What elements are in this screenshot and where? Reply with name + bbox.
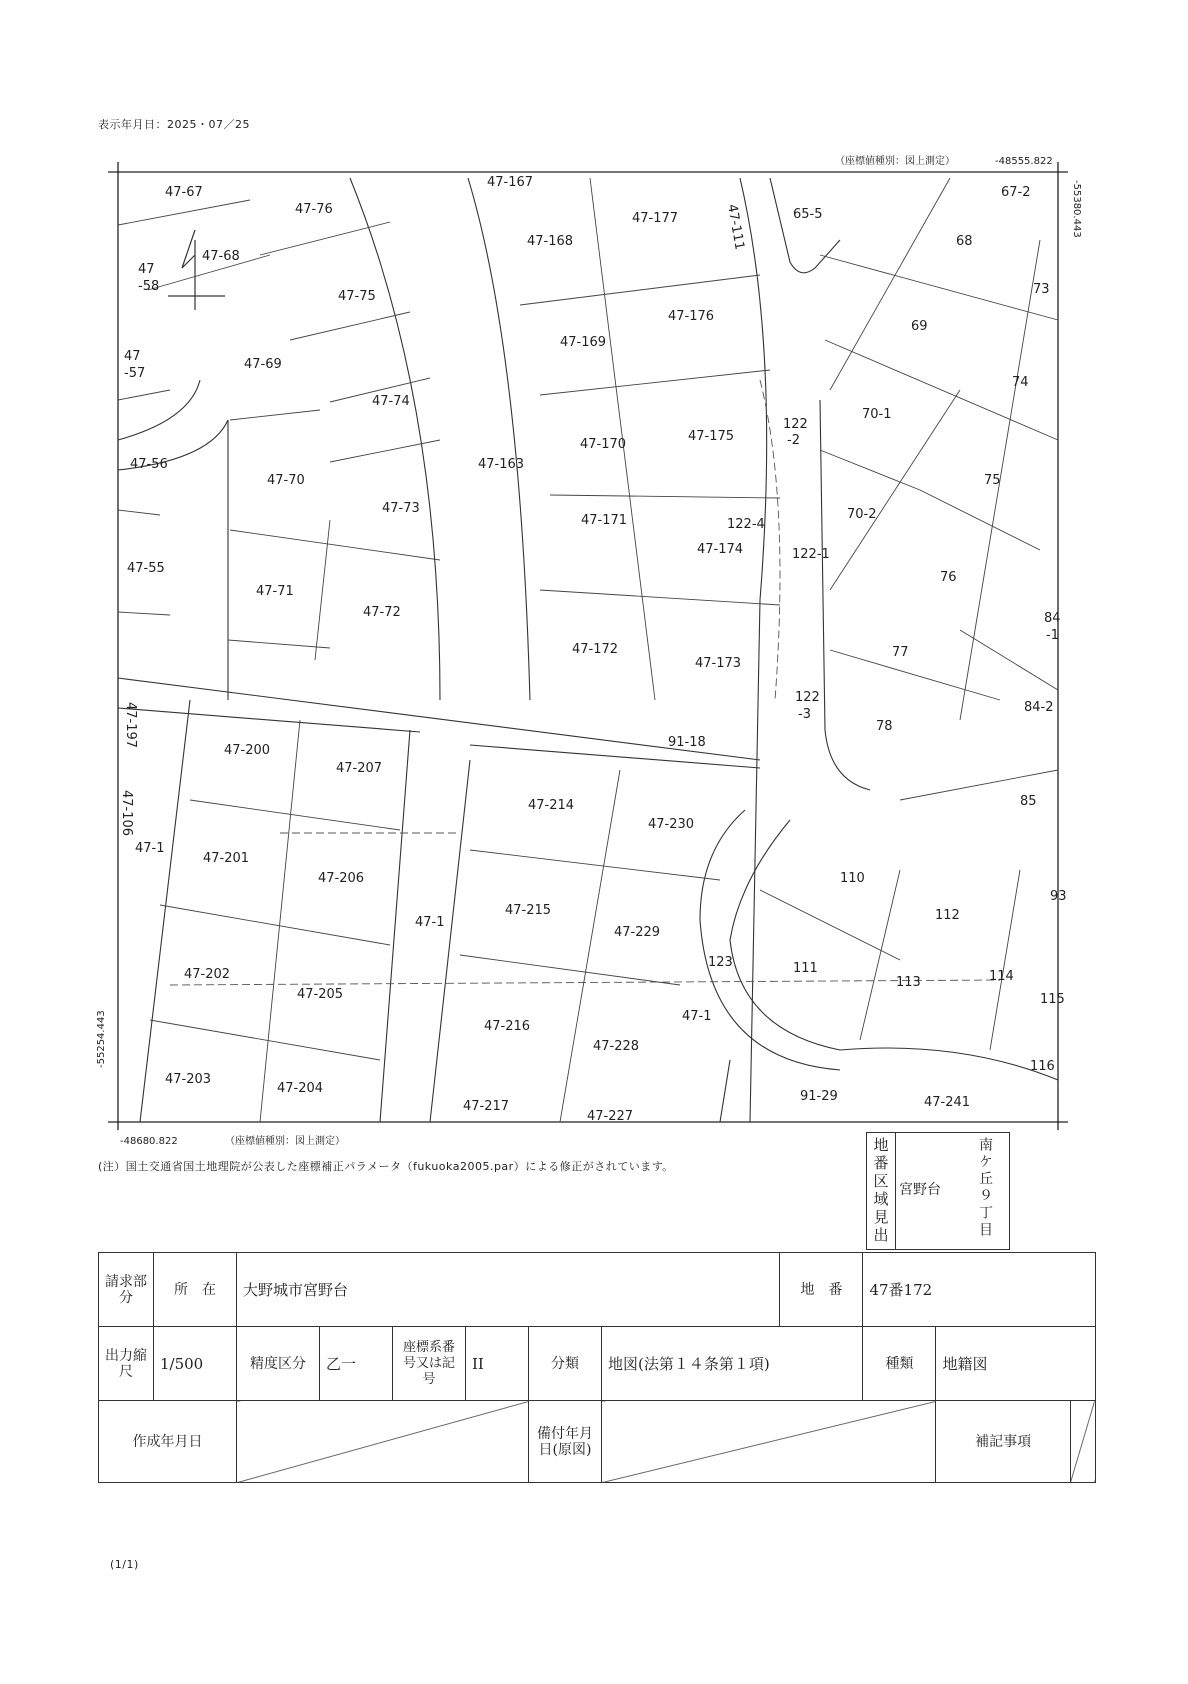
parcel-label: 47-75: [338, 289, 376, 304]
parcel-label: 47-76: [295, 202, 333, 217]
parcel-label: 70-1: [862, 407, 892, 422]
parcel-label: 47-56: [130, 457, 168, 472]
correction-note: (注）国土交通省国土地理院が公表した座標補正パラメータ（fukuoka2005.par）による修正がされています。: [98, 1160, 674, 1173]
parcel-label: 123: [708, 955, 733, 970]
parcel-label: 47-171: [581, 513, 628, 528]
lot-value: 47番172: [863, 1253, 1096, 1327]
parcel-label: 47-227: [587, 1109, 634, 1124]
parcel-label: 69: [911, 319, 928, 334]
parcel-label: 122-1: [792, 547, 830, 562]
parcel-label: 47-1: [682, 1009, 712, 1024]
prepared-date-label: 備付年月日(原図): [529, 1401, 602, 1483]
parcel-label: 122: [783, 417, 808, 432]
parcel-label: 68: [956, 234, 973, 249]
parcel-label: 47-71: [256, 584, 294, 599]
parcel-label: 47-1: [415, 915, 445, 930]
parcel-label: -57: [124, 366, 146, 381]
created-date-value: [237, 1401, 529, 1483]
parcel-label: 47-230: [648, 817, 695, 832]
parcel-label: 47-173: [695, 656, 742, 671]
parcel-label: 47-172: [572, 642, 619, 657]
parcel-label: 84-2: [1024, 700, 1054, 715]
kind-value: 地籍図: [936, 1327, 1096, 1401]
parcel-label: 112: [935, 908, 960, 923]
parcel-label: -1: [1046, 628, 1059, 643]
parcel-label: 47-174: [697, 542, 744, 557]
parcel-label: 47-73: [382, 501, 420, 516]
parcel-label: 47-204: [277, 1081, 324, 1096]
parcel-label: 47-55: [127, 561, 165, 576]
parcel-label: 47-216: [484, 1019, 531, 1034]
parcel-label: 74: [1012, 375, 1029, 390]
parcel-label: 77: [892, 645, 909, 660]
parcel-label: 47: [124, 349, 141, 364]
kind-label: 種類: [863, 1327, 936, 1401]
coord-type-top: （座標値種別：図上測定）: [835, 156, 955, 167]
lot-area-legend: [866, 1132, 1010, 1250]
parcel-label: 111: [793, 961, 818, 976]
coord-bottom-left-x: -48680.822: [120, 1136, 178, 1147]
remarks-label: 補記事項: [936, 1401, 1070, 1483]
parcel-label: 47-163: [478, 457, 525, 472]
parcel-label: 70-2: [847, 507, 877, 522]
parcel-label: -3: [798, 707, 811, 722]
parcel-label: 47-169: [560, 335, 607, 350]
parcel-label: 47-214: [528, 798, 575, 813]
parcel-label: 47-68: [202, 249, 240, 264]
coord-system-value: II: [466, 1327, 529, 1401]
parcel-label: 47-167: [487, 175, 534, 190]
parcel-label: 47-203: [165, 1072, 212, 1087]
parcel-label: 47-206: [318, 871, 365, 886]
dashed-lines: [170, 380, 1000, 985]
parcel-label: 47-177: [632, 211, 679, 226]
parcel-label: 122: [795, 690, 820, 705]
parcel-label: 116: [1030, 1059, 1055, 1074]
parcel-label: 47-229: [614, 925, 661, 940]
parcel-label: 85: [1020, 794, 1037, 809]
precision-value: 乙一: [320, 1327, 393, 1401]
parcel-label: 91-18: [668, 735, 706, 750]
created-date-label: 作成年月日: [99, 1401, 237, 1483]
parcel-label: 47-170: [580, 437, 627, 452]
parcel-label: 114: [989, 969, 1014, 984]
parcel-label: 73: [1033, 282, 1050, 297]
parcel-label: 47-207: [336, 761, 383, 776]
coord-top-right-x: -48555.822: [995, 156, 1053, 167]
class-value: 地図(法第１４条第１項): [602, 1327, 863, 1401]
parcel-label: -58: [138, 279, 160, 294]
parcel-label: 47-70: [267, 473, 305, 488]
parcel-label: 47-175: [688, 429, 735, 444]
location-value: 大野城市宮野台: [237, 1253, 780, 1327]
parcel-label: 47-72: [363, 605, 401, 620]
parcel-label: 47-1: [135, 841, 165, 856]
parcel-label: 47-197: [123, 702, 138, 749]
coord-type-bottom: （座標値種別：図上測定）: [225, 1136, 345, 1147]
parcel-label: 93: [1050, 889, 1067, 904]
legend-block: 南ケ丘９丁目: [977, 1137, 993, 1239]
parcel-label: 47-69: [244, 357, 282, 372]
parcel-label: 47-201: [203, 851, 250, 866]
parcel-label: 84: [1044, 611, 1061, 626]
parcel-label: 78: [876, 719, 893, 734]
parcel-label: 47-74: [372, 394, 410, 409]
coord-bottom-left-y: -55254.443: [96, 1010, 107, 1068]
legend-area: 宮野台: [899, 1182, 941, 1198]
parcel-label: 110: [840, 871, 865, 886]
legend-title: 地番区域見出: [871, 1137, 890, 1245]
parcel-label: 47-200: [224, 743, 271, 758]
location-label: 所 在: [154, 1253, 237, 1327]
parcel-label: 47-176: [668, 309, 715, 324]
parcel-label: 91-29: [800, 1089, 838, 1104]
parcel-label: 47-202: [184, 967, 231, 982]
prepared-date-value: [602, 1401, 936, 1483]
remarks-value: [1070, 1401, 1095, 1483]
parcel-label: 115: [1040, 992, 1065, 1007]
parcel-label: 47-111: [724, 203, 747, 252]
parcel-label: 67-2: [1001, 185, 1031, 200]
request-label: 請求部分: [99, 1253, 154, 1327]
parcel-label: 47-106: [119, 790, 134, 837]
parcel-label: 47-168: [527, 234, 574, 249]
parcel-label: 122-4: [727, 517, 765, 532]
parcel-label: 65-5: [793, 207, 823, 222]
parcel-label: -2: [787, 433, 800, 448]
parcel-label: 75: [984, 473, 1001, 488]
parcel-label: 47-241: [924, 1095, 971, 1110]
parcel-label: 47-217: [463, 1099, 510, 1114]
parcel-label: 47-215: [505, 903, 552, 918]
parcel-label: 47-228: [593, 1039, 640, 1054]
display-date: 表示年月日：2025・07／25: [98, 118, 250, 131]
page-number: (1/1): [110, 1558, 139, 1571]
request-form-table: [98, 1252, 1096, 1483]
scale-label: 出力縮尺: [99, 1327, 154, 1401]
parcel-label: 113: [896, 975, 921, 990]
parcel-label: 76: [940, 570, 957, 585]
precision-label: 精度区分: [237, 1327, 320, 1401]
scale-value: 1/500: [154, 1327, 237, 1401]
parcel-labels: [119, 175, 1067, 1124]
lot-label: 地 番: [780, 1253, 863, 1327]
coord-top-right-y: -55380.443: [1071, 180, 1082, 238]
coord-system-label: 座標系番号又は記号: [393, 1327, 466, 1401]
class-label: 分類: [529, 1327, 602, 1401]
parcel-label: 47: [138, 262, 155, 277]
parcel-label: 47-205: [297, 987, 344, 1002]
parcel-label: 47-67: [165, 185, 203, 200]
